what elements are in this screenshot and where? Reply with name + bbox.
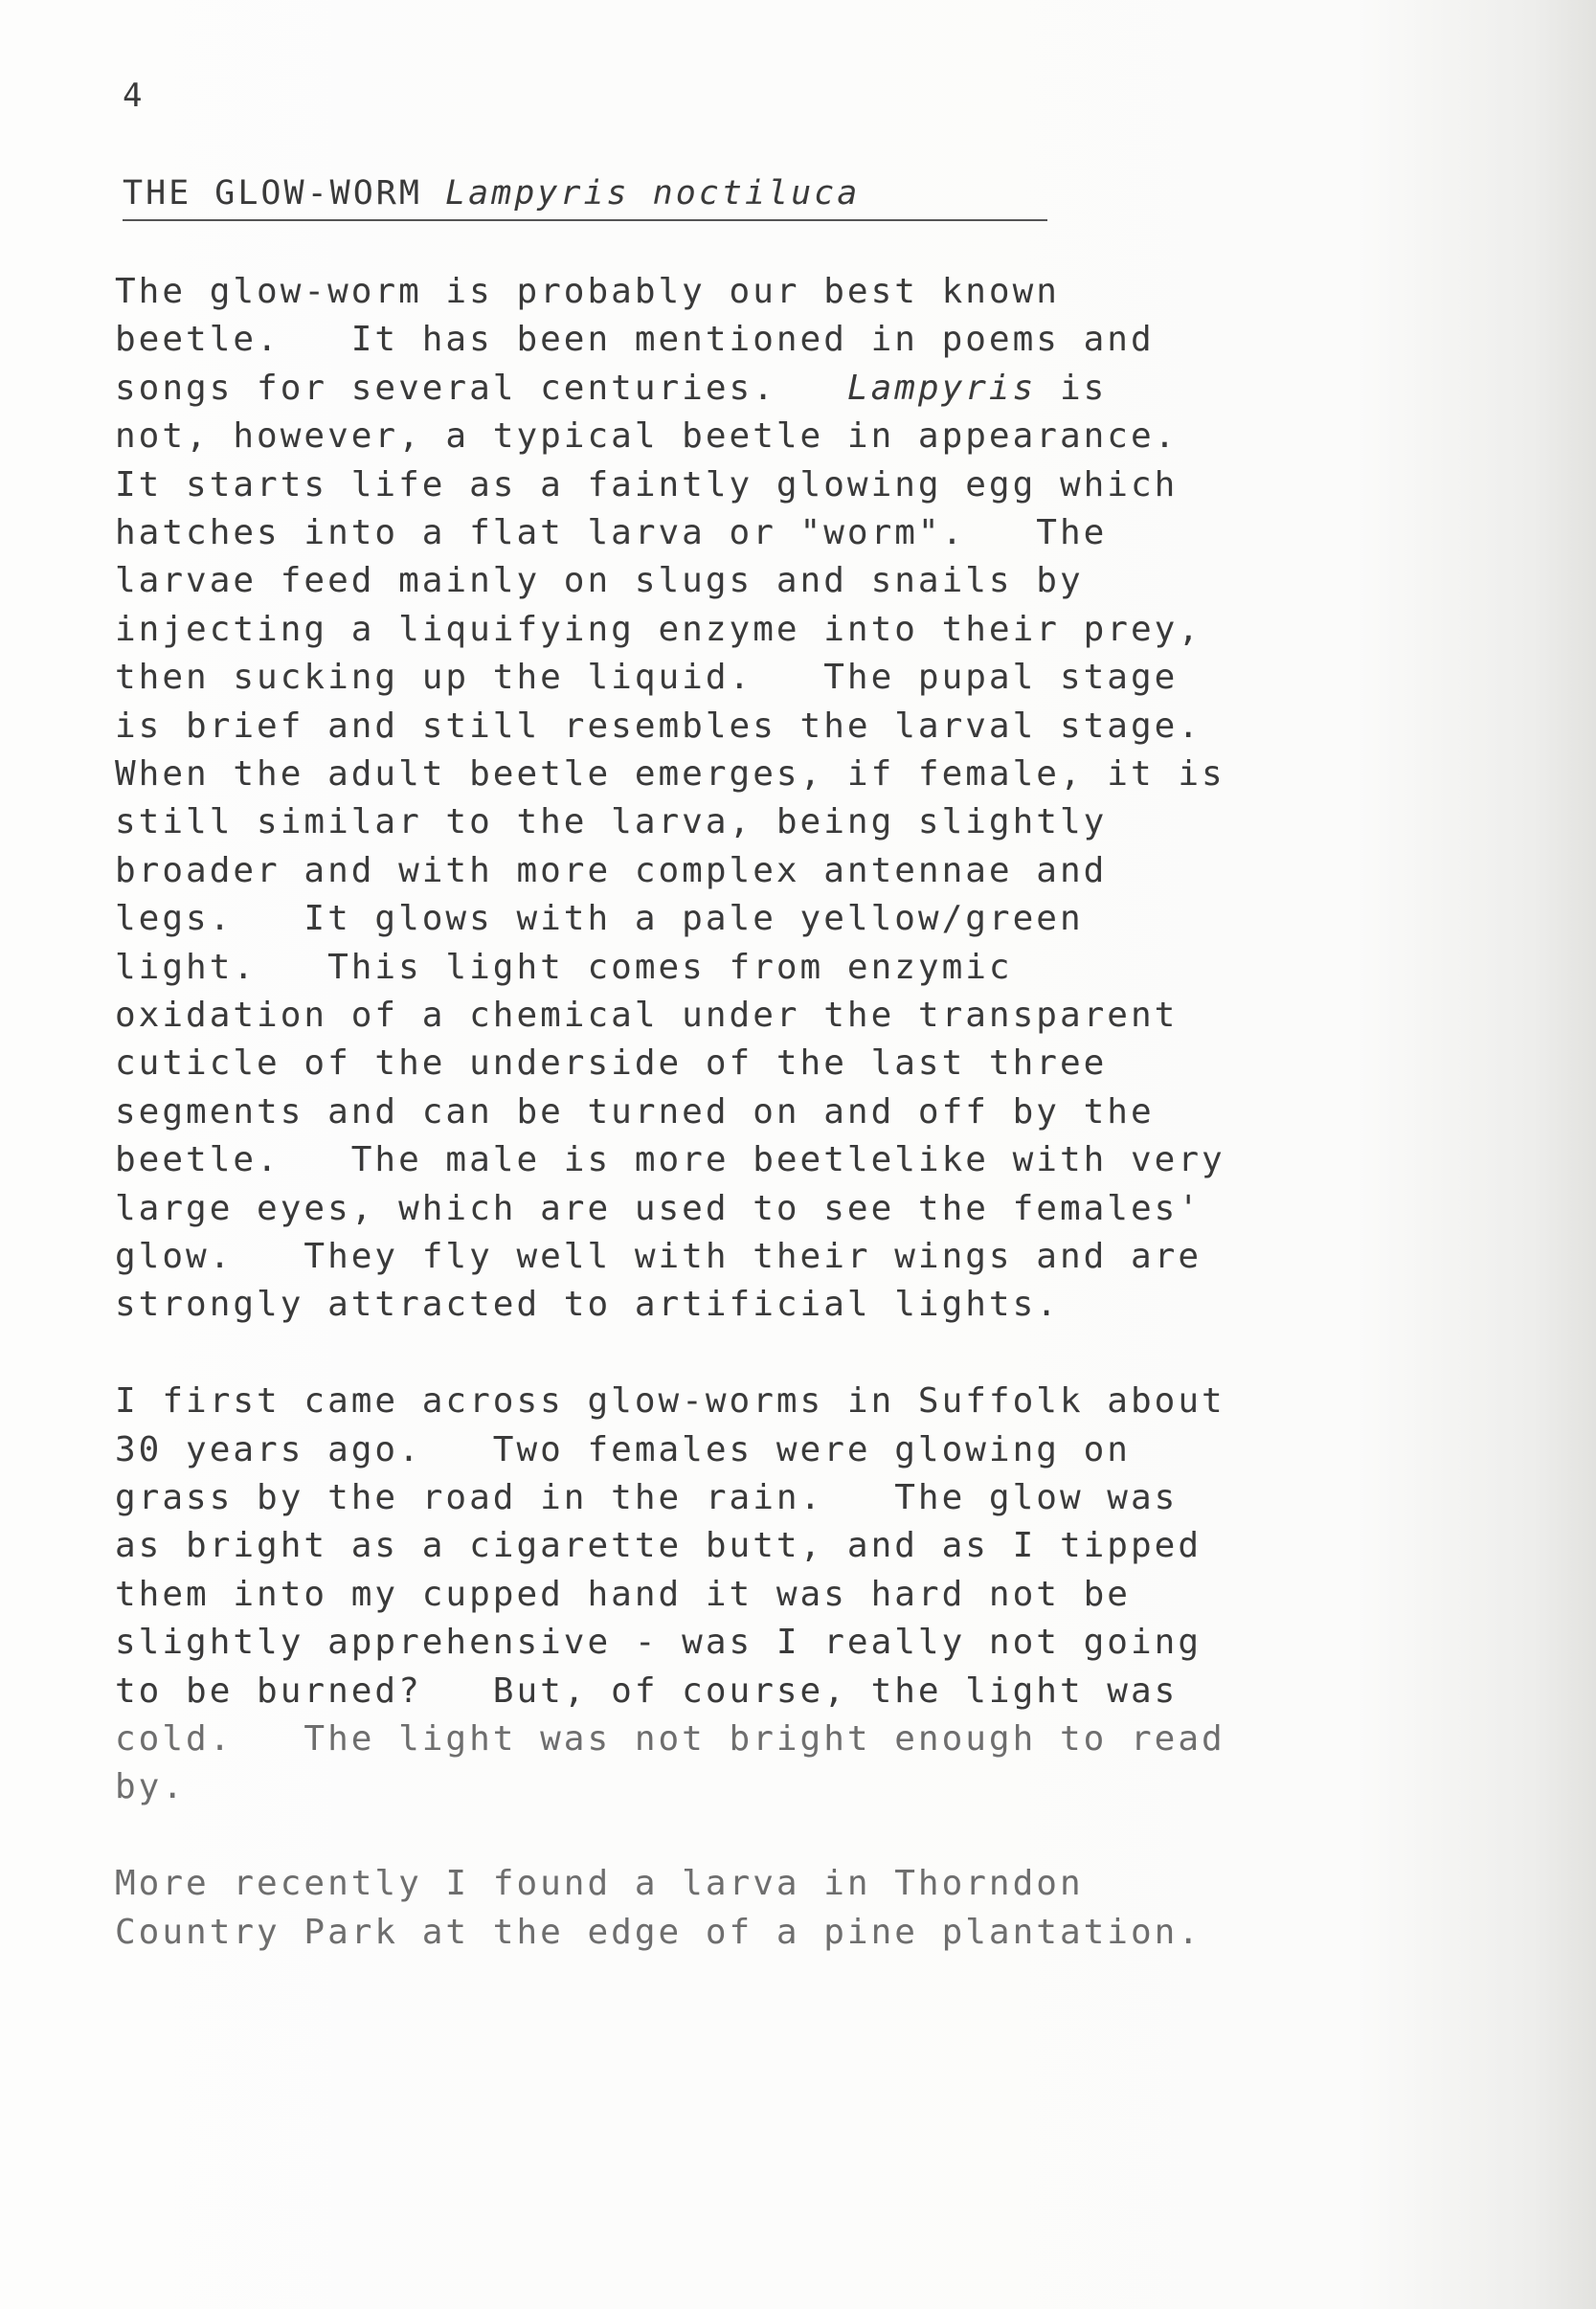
text-line <box>115 1185 1202 1233</box>
text-line-content: by. <box>115 1767 187 1807</box>
text-line <box>115 895 1084 943</box>
text-line <box>115 1378 1225 1425</box>
text-line <box>115 1619 1202 1667</box>
text-line-content: injecting a liquifying enzyme into their prey, <box>115 609 1202 649</box>
text-line-content: oxidation of a chemical under the transparent <box>115 996 1179 1035</box>
text-line <box>115 365 1107 413</box>
text-line-content: It starts life as a faintly glowing egg which <box>115 464 1179 504</box>
text-line-content: broader and with more complex antennae and <box>115 850 1108 890</box>
text-line-content: songs for several centuries. <box>115 368 847 408</box>
title-underline <box>123 219 1047 221</box>
text-line <box>115 1860 1084 1908</box>
text-line <box>115 1571 1131 1619</box>
text-line-content: segments and can be turned on and off by the <box>115 1091 1155 1132</box>
title-scientific-name: Lampyris noctiluca <box>445 174 861 213</box>
text-line <box>115 461 1178 509</box>
article-title <box>123 172 860 214</box>
text-line <box>115 316 1155 364</box>
text-line <box>115 557 1084 605</box>
text-line <box>115 1040 1107 1087</box>
text-line-content: I first came across glow-worms in Suffolk about <box>115 1381 1225 1422</box>
text-line <box>115 1136 1225 1184</box>
text-line-content: Country Park at the edge of a pine plantation. <box>115 1912 1202 1952</box>
text-line <box>115 847 1107 895</box>
text-line-content: cold. The light was not bright enough to read <box>115 1719 1225 1759</box>
text-line-content: glow. They fly well with their wings and are <box>115 1237 1202 1276</box>
text-line-content: More recently I found a larva in Thorndon <box>115 1864 1084 1904</box>
text-line <box>115 1909 1202 1957</box>
text-line-content: slightly apprehensive - was I really not going <box>115 1623 1202 1663</box>
text-line <box>115 703 1202 751</box>
text-line-content: hatches into a flat larva or "worm". The <box>115 513 1108 552</box>
text-line <box>115 1715 1225 1763</box>
text-line-content: grass by the road in the rain. The glow was <box>115 1478 1179 1517</box>
page-number: 4 <box>123 77 146 115</box>
text-line <box>115 1426 1131 1474</box>
text-line <box>115 268 1060 316</box>
text-line-tail: is <box>1036 368 1108 408</box>
text-line <box>115 1281 1060 1329</box>
text-line <box>115 509 1107 557</box>
text-line <box>115 1088 1155 1136</box>
text-line <box>115 751 1225 798</box>
text-line-content: strongly attracted to artificial lights. <box>115 1285 1060 1325</box>
text-line-content: light. This light comes from enzymic <box>115 947 1013 987</box>
text-line <box>115 606 1202 654</box>
text-line-content: to be burned? But, of course, the light was <box>115 1670 1179 1711</box>
text-line-content: still similar to the larva, being slightly <box>115 802 1108 842</box>
text-line-content: The glow-worm is probably our best known <box>115 272 1060 311</box>
text-line-content: legs. It glows with a pale yellow/green <box>115 899 1084 939</box>
text-line-content: not, however, a typical beetle in appearance. <box>115 416 1179 457</box>
text-line-content: beetle. It has been mentioned in poems and <box>115 320 1155 360</box>
text-line-content: cuticle of the underside of the last three <box>115 1043 1108 1084</box>
text-line-content: is brief and still resembles the larval stage. <box>115 706 1202 746</box>
text-line-content: them into my cupped hand it was hard not be <box>115 1574 1131 1614</box>
text-line-italic: Lampyris <box>846 368 1037 408</box>
text-line <box>115 1474 1178 1522</box>
text-line-content: then sucking up the liquid. The pupal stage <box>115 658 1179 698</box>
text-line <box>115 413 1178 460</box>
title-common-name: THE GLOW-WORM <box>123 174 422 213</box>
text-line <box>115 798 1107 846</box>
text-line-content: as bright as a cigarette butt, and as I tipped <box>115 1526 1202 1566</box>
text-line-content: When the adult beetle emerges, if female, it is <box>115 754 1225 794</box>
text-line-content: larvae feed mainly on slugs and snails by <box>115 561 1084 601</box>
text-line-content: 30 years ago. Two females were glowing on <box>115 1429 1131 1469</box>
text-line <box>115 1233 1202 1281</box>
text-line <box>115 1522 1202 1570</box>
text-line <box>115 654 1178 702</box>
text-line-content: beetle. The male is more beetlelike with very <box>115 1140 1225 1180</box>
text-line <box>115 1763 186 1811</box>
text-line-content: large eyes, which are used to see the females' <box>115 1188 1202 1228</box>
text-line <box>115 944 1013 992</box>
text-line <box>115 992 1178 1040</box>
text-line <box>115 1668 1178 1715</box>
